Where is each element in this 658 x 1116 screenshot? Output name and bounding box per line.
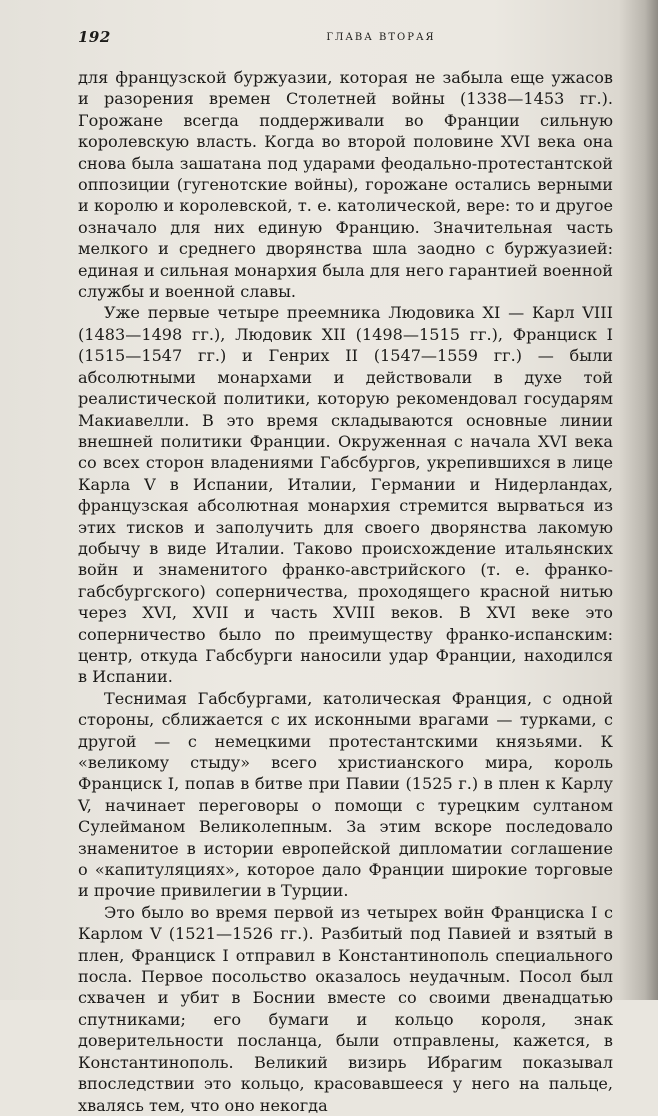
page-header (78, 22, 614, 52)
paragraph: Теснимая Габсбургами, католическая Франция, с одной стороны, сближается с их исконными врагами — турками, с другой — с немецкими протестантскими князьями. К «великому стыду» всего христианского мира, король Франциск I, попав в битве при Павии (1525 г.) в плен к Карлу V, начинает переговоры о помощи с турецким султаном Сулейманом Великолепным. За этим вскоре последовало знаменитое в истории европейской дипломатии соглашение о «капитуляциях», которое дало Франции широкие торговые и прочие привилегии в Турции. (78, 688, 613, 901)
paragraph-continued: для французской буржуазии, которая не забыла еще ужасов и разорения времен Столетней войны (1338—1453 гг.). Горожане всегда поддерживали во Франции сильную королевскую власть. Когда во второй половине XVI века она снова была зашатана под ударами феодально-протестантской оппозиции (гугенотские войны), горожане остались верными и королю и королевской, т. е. католической, вере: то и другое означало для них единую Францию. Значительная часть мелкого и среднего дворянства шла заодно с буржуазией: единая и сильная монархия была для него гарантией военной службы и военной славы. (78, 68, 613, 302)
body-text (78, 67, 613, 1116)
running-head (78, 32, 614, 43)
paragraph: Это было во время первой из четырех войн Франциска I с Карлом V (1521—1526 гг.). Разбитый под Павией и взятый в плен, Франциск I отправил в Константинополь специального посла. Первое посольство оказалось неудачным. Посол был схвачен и убит в Боснии вместе со своими двенадцатью спутниками; его бумаги и кольцо короля, знак доверительности посланца, были отправлены, кажется, в Константинополь. Великий визирь Ибрагим показывал впоследствии это кольцо, красовавшееся у него на пальце, хвалясь тем, что оно некогда (78, 902, 613, 1115)
paragraph: Уже первые четыре преемника Людовика XI — Карл VIII (1483—1498 гг.), Людовик XII (1498—1515 гг.), Франциск I (1515—1547 гг.) и Генрих II (1547—1559 гг.) — были абсолютными монархами и действовали в духе той реалистической политики, которую рекомендовал государям Макиавелли. В это время складываются основные линии внешней политики Франции. Окруженная с начала XVI века со всех сторон владениями Габсбургов, укрепившихся в лице Карла V в Испании, Италии, Германии и Нидерландах, французская абсолютная монархия стремится вырваться из этих тисков и заполучить для своего дворянства лакомую добычу в виде Италии. Таково происхождение итальянских войн и знаменитого франко-австрийского (т. е. франко-габсбургского) соперничества, проходящего красной нитью через XVI, XVII и часть XVIII веков. В XVI веке это соперничество было по преимуществу франко-испанским: центр, откуда Габсбурги наносили удар Франции, находился в Испании. (78, 303, 613, 687)
page-number: 192 (78, 28, 111, 46)
running-head-text: ГЛАВА ВТОРАЯ (326, 32, 436, 43)
